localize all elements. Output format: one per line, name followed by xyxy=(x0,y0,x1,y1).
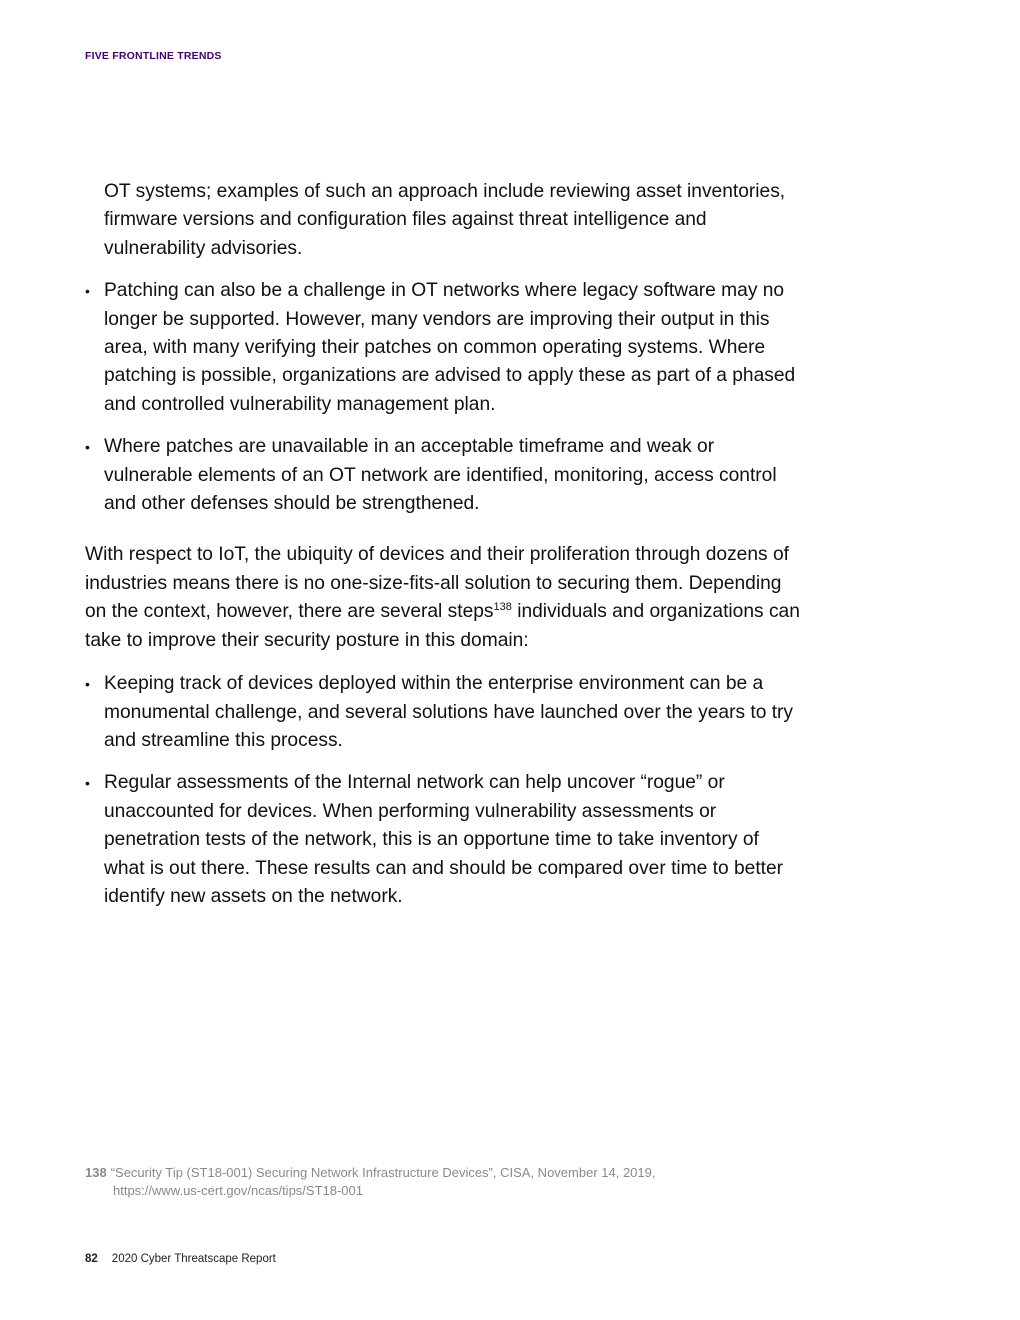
page-number: 82 xyxy=(85,1253,98,1265)
list-item xyxy=(85,277,800,419)
footnote-text: “Security Tip (ST18-001) Securing Network Infrastructure Devices”, CISA, November 14, 2019, xyxy=(110,1165,656,1180)
footnote-number: 138 xyxy=(85,1165,107,1180)
iot-paragraph-text: With respect to IoT, the ubiquity of devices and their proliferation through dozens of industries means there is no one-size-fits-all solution to securing them. Depending on the context, however, there are several steps xyxy=(85,544,789,623)
bullet-icon: • xyxy=(85,676,90,693)
list-item xyxy=(85,769,800,911)
list-item xyxy=(85,670,800,755)
bullet-icon: • xyxy=(85,283,90,300)
bullet-icon: • xyxy=(85,775,90,792)
footnote-reference[interactable]: 138 xyxy=(493,601,512,614)
footnote xyxy=(85,1164,805,1200)
continuation-text: OT systems; examples of such an approach include reviewing asset inventories, firmware versions and configuration files against threat intelligence and vulnerability advisories. xyxy=(104,181,786,259)
footnote-url[interactable]: https://www.us-cert.gov/ncas/tips/ST18-001 xyxy=(113,1183,363,1198)
bullet-icon: • xyxy=(85,439,90,456)
bullet-text: Keeping track of devices deployed within the enterprise environment can be a monumental challenge, and several solutions have launched over the years to try and streamline this process. xyxy=(104,673,794,751)
list-item xyxy=(85,433,800,518)
bullet-text: Patching can also be a challenge in OT networks where legacy software may no longer be supported. However, many vendors are improving their output in this area, with many verifying their patches on common operating systems. Where patching is possible, organizations are advised to apply these as part of a phased and controlled vulnerability management plan. xyxy=(104,280,796,415)
bullet-text: Regular assessments of the Internal network can help uncover “rogue” or unaccounted for devices. When performing vulnerability assessments or penetration tests of the network, this is an opportune time to take inventory of what is out there. These results can and should be compared over time to better identify new assets on the network. xyxy=(104,772,784,907)
iot-paragraph xyxy=(85,541,800,655)
main-content xyxy=(85,178,800,925)
iot-paragraph-text-cont: individuals and organizations can take to improve their security posture in this domain: xyxy=(85,601,800,651)
section-label: FIVE FRONTLINE TRENDS xyxy=(85,50,222,62)
report-title: 2020 Cyber Threatscape Report xyxy=(111,1253,276,1265)
page-footer xyxy=(85,1253,276,1265)
bullet-text: Where patches are unavailable in an acceptable timeframe and weak or vulnerable elements of an OT network are identified, monitoring, access control and other defenses should be strengthened. xyxy=(104,436,777,515)
